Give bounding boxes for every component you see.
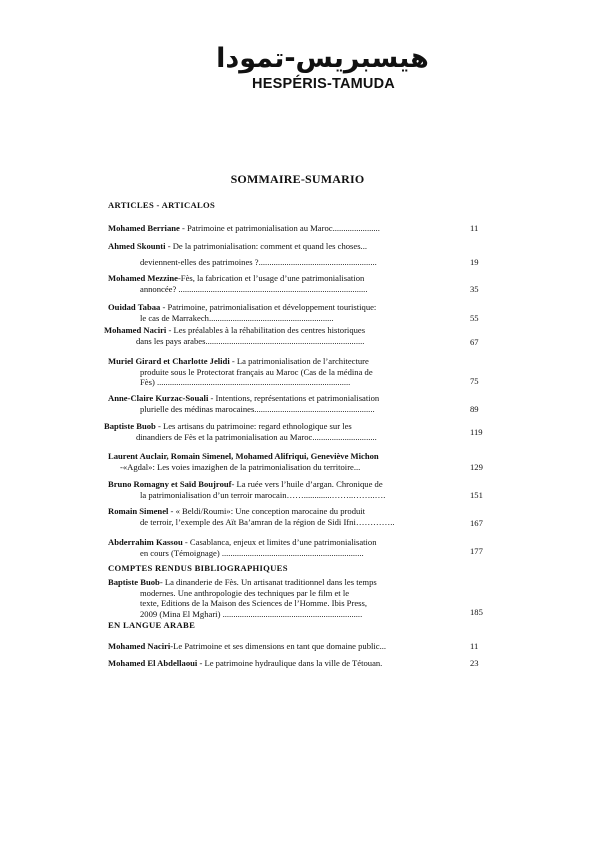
entry-page-number: 11	[470, 641, 479, 651]
entry-page-number: 75	[470, 376, 479, 386]
toc-entry[interactable]	[108, 393, 464, 414]
section-heading-arabic: EN LANGUE ARABE	[108, 620, 196, 630]
entry-title: - Le patrimoine hydraulique dans la ville de Tétouan.	[197, 658, 383, 668]
entry-title-continued: de terroir, l’exemple des Aït Ba’amran de la région de Sidi Ifni…………..	[140, 516, 395, 527]
entry-title: - Intentions, représentations et patrimonialisation	[208, 393, 380, 403]
entry-page-number: 67	[470, 337, 479, 347]
entry-author: Abderrahim Kassou	[108, 537, 183, 547]
toc-entry[interactable]	[108, 641, 464, 652]
entry-author: Laurent Auclair, Romain Simenel, Mohamed Alifriqui, Geneviève Michon	[108, 451, 379, 461]
entry-title-continued: plurielle des médinas marocaines........................................................	[140, 403, 375, 414]
entry-title-continued: en cours (Témoignage) ..................................................................	[140, 547, 364, 558]
entry-author: Mohamed El Abdellaoui	[108, 658, 198, 668]
entry-title: - Les artisans du patrimoine: regard ethnologique sur les	[155, 421, 352, 431]
entry-title: -Fès, la fabrication et l’usage d’une patrimonialisation	[177, 273, 365, 283]
entry-author: Romain Simenel	[108, 506, 169, 516]
toc-entry[interactable]	[108, 241, 464, 267]
entry-title-continued: dinandiers de Fès et la patrimonialisation au Maroc..............................	[136, 431, 377, 442]
entry-title: - De la patrimonialisation: comment et quand les choses...	[165, 241, 367, 251]
toc-entry[interactable]	[104, 421, 460, 442]
section-heading-reviews: COMPTES RENDUS BIBLIOGRAPHIQUES	[108, 563, 288, 573]
toc-entry[interactable]	[108, 537, 464, 558]
entry-title-continued: produite sous le Protectorat français au Maroc (Cas de la médina de	[140, 366, 373, 377]
entry-author: Mohamed Mezzine	[108, 273, 178, 283]
entry-author: Ouidad Tabaa	[108, 302, 161, 312]
toc-entry[interactable]	[108, 658, 464, 669]
entry-author: Mohamed Berriane	[108, 223, 180, 233]
entry-title-continued: deviennent-elles des patrimoines ?.......................................................	[140, 256, 377, 267]
entry-title: - « Beldi/Roumi»: Une conception marocaine du produit	[168, 506, 366, 516]
page-title: SOMMAIRE-SUMARIO	[230, 172, 365, 186]
entry-page-number: 11	[470, 223, 479, 233]
entry-author: Muriel Girard et Charlotte Jelidi	[108, 356, 230, 366]
entry-title-continued: -«Agdal»: Les voies imazighen de la patrimonialisation du territoire...	[120, 461, 361, 472]
entry-title-continued: Fès) ..........................................................................................	[140, 377, 351, 387]
entry-page-number: 89	[470, 404, 479, 414]
entry-title-continued: dans les pays arabes..........................................................................	[136, 335, 365, 346]
entry-page-number: 19	[470, 257, 479, 267]
toc-entry[interactable]	[108, 356, 464, 388]
entry-title-continued: modernes. Une anthropologie des techniques par le film et le	[140, 587, 350, 598]
entry-title: - La dinanderie de Fès. Un artisanat traditionnel dans les temps	[159, 577, 377, 587]
entry-page-number: 23	[470, 658, 479, 668]
entry-title-continued: le cas de Marrakech..........................................................	[140, 312, 334, 323]
toc-entry[interactable]	[108, 273, 464, 294]
entry-title-continued: annoncée? ........................................................................................	[140, 283, 368, 294]
section-heading-articles: ARTICLES - ARTICALOS	[108, 200, 216, 210]
entry-title: - Les préalables à la réhabilitation des centres historiques	[166, 325, 366, 335]
entry-page-number: 185	[470, 607, 483, 617]
toc-entry[interactable]	[108, 451, 468, 472]
entry-title: - Patrimoine, patrimonialisation et développement touristique:	[160, 302, 377, 312]
journal-logo-arabic: هيسبريس-تمودا	[216, 43, 429, 74]
entry-author: Ahmed Skounti	[108, 241, 166, 251]
entry-page-number: 151	[470, 490, 483, 500]
entry-page-number: 119	[470, 427, 483, 437]
toc-entry[interactable]	[108, 223, 464, 234]
entry-title: - La patrimonialisation de l’architecture	[229, 356, 369, 366]
entry-page-number: 167	[470, 518, 483, 528]
toc-entry[interactable]	[108, 506, 464, 527]
entry-author: Bruno Romagny et Saïd Boujrouf	[108, 479, 232, 489]
entry-page-number: 129	[470, 462, 483, 472]
entry-title: -Le Patrimoine et ses dimensions en tant que domaine public...	[170, 641, 387, 651]
entry-title-continued: 2009 (Mina El Mghari) .................................................................	[140, 608, 363, 619]
journal-logo-latin: HESPÉRIS-TAMUDA	[252, 76, 395, 92]
entry-author: Anne-Claire Kurzac-Souali	[108, 393, 209, 403]
entry-title: - Patrimoine et patrimonialisation au Maroc......................	[179, 223, 380, 233]
entry-title-continued: la patrimonialisation d’un terroir marocain…….............……..……..….	[140, 489, 386, 500]
entry-author: Mohamed Naciri	[108, 641, 171, 651]
entry-title: - Casablanca, enjeux et limites d’une patrimonialisation	[182, 537, 377, 547]
entry-title-continued: texte, Editions de la Maison des Sciences de l’Homme. Ibis Press,	[140, 598, 367, 608]
entry-author: Baptiste Buob	[104, 421, 156, 431]
toc-entry[interactable]	[104, 325, 460, 346]
toc-entry[interactable]	[108, 302, 464, 323]
toc-entry[interactable]	[108, 479, 464, 500]
entry-title: - La ruée vers l’huile d’argan. Chronique de	[231, 479, 383, 489]
toc-entry[interactable]	[108, 577, 464, 619]
entry-author: Mohamed Naciri	[104, 325, 167, 335]
entry-page-number: 35	[470, 284, 479, 294]
entry-page-number: 177	[470, 546, 483, 556]
entry-author: Baptiste Buob	[108, 577, 160, 587]
entry-page-number: 55	[470, 313, 479, 323]
